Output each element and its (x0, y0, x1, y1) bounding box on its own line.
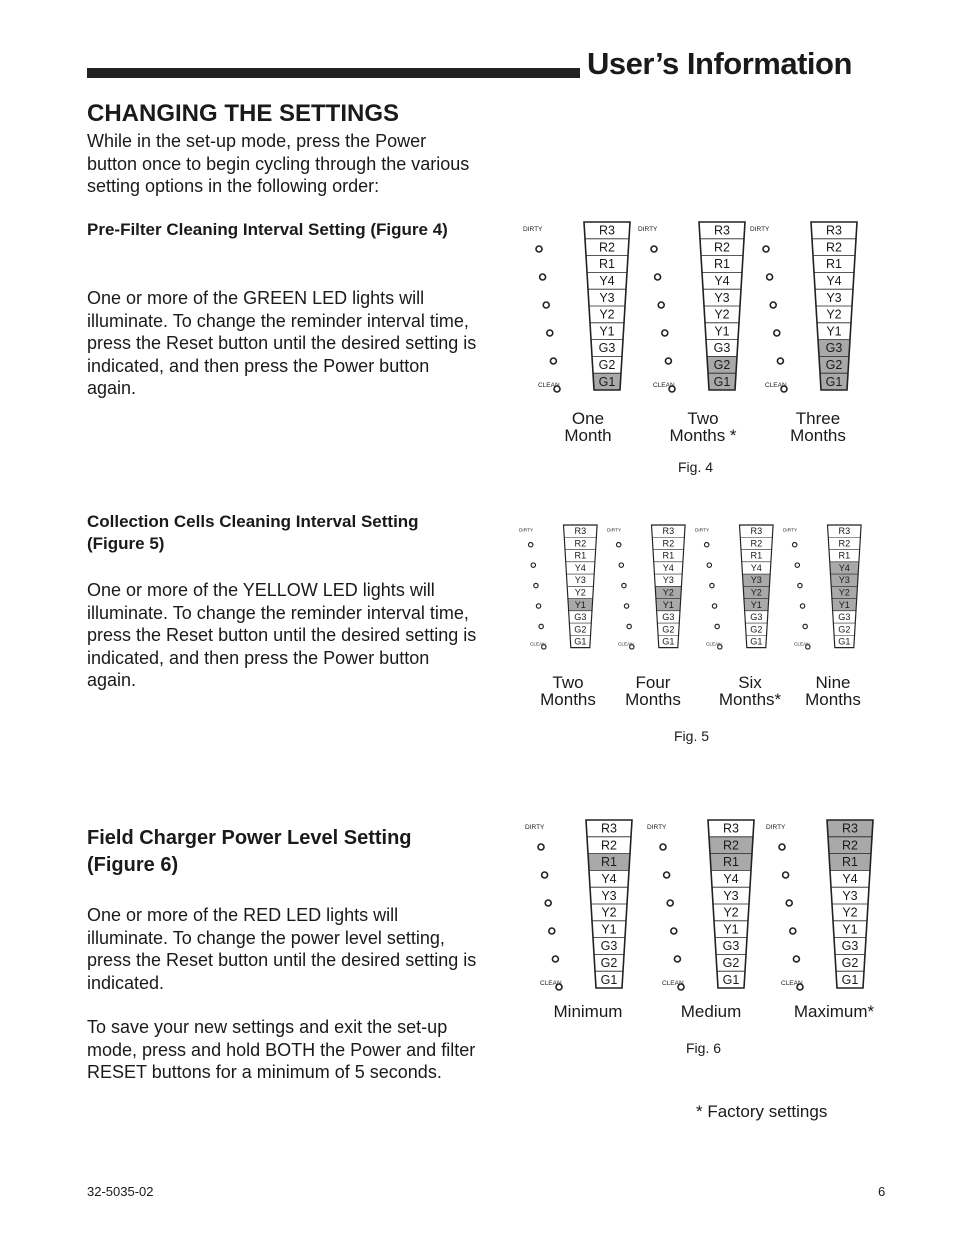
dirty-label: DIRTY (523, 226, 543, 233)
led-label-y3: Y3 (723, 888, 739, 903)
led-label-g3: G3 (662, 612, 675, 623)
clean-label: CLEAN (540, 980, 562, 987)
led-dot-icon (803, 624, 807, 628)
led-label-y3: Y3 (599, 290, 615, 305)
led-dot-icon (674, 956, 680, 962)
led-label-y1: Y1 (723, 922, 739, 937)
led-label-y2: Y2 (599, 307, 615, 322)
page-number: 6 (878, 1184, 886, 1199)
led-dot-icon (545, 900, 551, 906)
clean-label: CLEAN (765, 382, 787, 389)
led-label-r3: R3 (826, 223, 842, 238)
factory-settings-note: * Factory settings (696, 1102, 828, 1121)
led-label-g1: G1 (750, 636, 763, 647)
led-dot-icon (667, 900, 673, 906)
fig4-panel-1 (523, 222, 635, 394)
led-label-y1: Y1 (574, 599, 586, 610)
led-indicator-graphic (523, 222, 635, 394)
led-label-r2: R2 (826, 240, 842, 255)
led-label-g3: G3 (600, 939, 618, 954)
caption-line: Nine (815, 673, 851, 692)
led-label-g1: G1 (662, 636, 675, 647)
led-label-g2: G2 (600, 956, 618, 970)
led-label-y4: Y4 (750, 562, 762, 573)
fig5-panel-2 (607, 525, 689, 651)
led-dot-icon (540, 274, 546, 280)
led-label-g3: G3 (713, 341, 731, 356)
caption-line: Two (687, 409, 719, 428)
led-dot-icon (624, 604, 628, 608)
led-dot-icon (800, 604, 804, 608)
led-dot-icon (712, 604, 716, 608)
led-label-r3: R3 (842, 821, 858, 836)
led-dot-icon (763, 246, 769, 252)
led-label-r3: R3 (574, 526, 587, 537)
led-label-r3: R3 (723, 821, 739, 836)
led-dot-icon (542, 872, 548, 878)
led-label-r3: R3 (714, 223, 730, 238)
led-label-y2: Y2 (574, 587, 586, 598)
led-label-y1: Y1 (601, 922, 617, 937)
led-dot-icon (651, 246, 657, 252)
intro-paragraph: While in the set-up mode, press the Power button once to begin cycling through the various setting options in the following order: (87, 131, 470, 197)
fig6-panel-2 (647, 820, 759, 992)
led-label-y4: Y4 (714, 274, 730, 288)
led-dot-icon (534, 583, 538, 587)
led-label-y2: Y2 (601, 905, 617, 920)
led-dot-icon (538, 844, 544, 850)
led-dot-icon (707, 563, 711, 567)
led-label-y1: Y1 (714, 324, 730, 339)
led-label-y4: Y4 (601, 872, 617, 886)
led-label-y4: Y4 (662, 562, 674, 573)
dirty-label: DIRTY (695, 528, 710, 534)
clean-label: CLEAN (662, 980, 684, 987)
led-indicator-graphic (525, 820, 637, 992)
fig4-label: Fig. 4 (678, 459, 714, 475)
led-label-g1: G1 (841, 972, 859, 987)
led-dot-icon (531, 563, 535, 567)
led-indicator-graphic (766, 820, 878, 992)
fig5-caption-1 (533, 674, 603, 708)
led-label-g1: G1 (574, 636, 587, 647)
led-dot-icon (779, 844, 785, 850)
dirty-label: DIRTY (766, 824, 786, 831)
caption-line: One (571, 409, 605, 428)
led-dot-icon (795, 563, 799, 567)
led-label-g2: G2 (574, 624, 587, 635)
led-label-g1: G1 (713, 374, 731, 389)
caption-line: Six (738, 673, 762, 692)
led-label-y4: Y4 (838, 562, 850, 573)
led-label-r2: R2 (842, 838, 858, 853)
led-dot-icon (662, 330, 668, 336)
led-label-r1: R1 (842, 855, 858, 870)
led-label-g3: G3 (838, 612, 851, 623)
led-label-g1: G1 (825, 374, 843, 389)
led-dot-icon (549, 928, 555, 934)
led-label-y1: Y1 (599, 324, 615, 339)
led-label-y2: Y2 (838, 587, 850, 598)
led-dot-icon (783, 872, 789, 878)
led-label-y2: Y2 (750, 587, 762, 598)
led-indicator-graphic (695, 525, 777, 651)
led-label-y1: Y1 (826, 324, 842, 339)
led-dot-icon (550, 358, 556, 364)
led-label-y2: Y2 (842, 905, 858, 920)
led-label-y3: Y3 (838, 575, 850, 586)
fig6-panel-1 (525, 820, 637, 992)
led-indicator-graphic (519, 525, 601, 651)
clean-label: CLEAN (705, 642, 722, 648)
led-label-r3: R3 (662, 526, 675, 537)
section-title: CHANGING THE SETTINGS (87, 100, 400, 127)
fig5-label: Fig. 5 (674, 728, 710, 744)
prefilter-body: One or more of the GREEN LED lights will illuminate. To change the reminder interval time, press the Reset button until the desired setting is indicated, and then press the Power button again. (87, 288, 477, 399)
header-rule (87, 68, 580, 78)
led-label-r1: R1 (574, 550, 587, 561)
led-dot-icon (665, 358, 671, 364)
led-label-g2: G2 (722, 956, 740, 970)
led-label-r3: R3 (599, 223, 615, 238)
dirty-label: DIRTY (638, 226, 658, 233)
led-label-y4: Y4 (723, 872, 739, 886)
led-label-r1: R1 (662, 550, 675, 561)
caption-line: Minimum (553, 1002, 623, 1021)
led-label-g3: G3 (825, 341, 843, 356)
led-label-y4: Y4 (599, 274, 615, 288)
led-label-g1: G1 (600, 972, 618, 987)
led-label-r1: R1 (826, 257, 842, 272)
caption-line: Month (564, 426, 612, 445)
dirty-label: DIRTY (783, 528, 798, 534)
dirty-label: DIRTY (647, 824, 667, 831)
led-label-y3: Y3 (842, 888, 858, 903)
led-label-r3: R3 (601, 821, 617, 836)
clean-label: CLEAN (653, 382, 675, 389)
led-label-y2: Y2 (723, 905, 739, 920)
led-label-g3: G3 (841, 939, 859, 954)
led-dot-icon (536, 246, 542, 252)
led-label-g2: G2 (825, 358, 843, 372)
fig6-caption-1 (548, 1003, 628, 1020)
fig6-caption-2 (671, 1003, 751, 1020)
fig6-caption-3 (789, 1003, 879, 1020)
clean-label: CLEAN (529, 642, 546, 648)
led-label-g1: G1 (598, 374, 616, 389)
led-dot-icon (790, 928, 796, 934)
led-label-y1: Y1 (838, 599, 850, 610)
led-label-g2: G2 (841, 956, 859, 970)
clean-label: CLEAN (538, 382, 560, 389)
led-dot-icon (536, 604, 540, 608)
led-label-g2: G2 (838, 624, 851, 635)
led-label-y1: Y1 (662, 599, 674, 610)
led-label-r1: R1 (723, 855, 739, 870)
led-dot-icon (627, 624, 631, 628)
led-label-g2: G2 (598, 358, 616, 372)
led-dot-icon (798, 583, 802, 587)
caption-line: Two (552, 673, 584, 692)
dirty-label: DIRTY (607, 528, 622, 534)
caption-line: Months (540, 690, 596, 709)
led-indicator-graphic (750, 222, 862, 394)
led-dot-icon (767, 274, 773, 280)
led-dot-icon (786, 900, 792, 906)
fig6-label: Fig. 6 (686, 1040, 722, 1056)
led-label-r3: R3 (750, 526, 763, 537)
led-dot-icon (704, 543, 708, 547)
dirty-label: DIRTY (525, 824, 545, 831)
led-label-g2: G2 (750, 624, 763, 635)
caption-line: Months (625, 690, 681, 709)
caption-line: Maximum* (793, 1002, 875, 1021)
led-label-g2: G2 (662, 624, 675, 635)
led-label-r1: R1 (599, 257, 615, 272)
caption-line: Three (795, 409, 841, 428)
led-dot-icon (793, 956, 799, 962)
cells-body: One or more of the YELLOW LED lights will illuminate. To change the reminder interval time, press the Reset button until the desired setting is indicated, and then press the Power button again. (87, 580, 477, 691)
prefilter-heading: Pre-Filter Cleaning Interval Setting (Figure 4) (87, 220, 448, 239)
led-label-r2: R2 (714, 240, 730, 255)
fig5-panel-4 (783, 525, 865, 651)
led-label-r1: R1 (714, 257, 730, 272)
charger-heading: Field Charger Power Level Setting (Figure 6) (87, 827, 412, 876)
led-label-y3: Y3 (574, 575, 586, 586)
led-dot-icon (547, 330, 553, 336)
fig4-panel-2 (638, 222, 750, 394)
document-number: 32-5035-02 (87, 1184, 154, 1199)
fig5-caption-4 (798, 674, 868, 708)
cells-heading: Collection Cells Cleaning Interval Setting (Figure 5) (87, 512, 419, 553)
led-label-y4: Y4 (842, 872, 858, 886)
fig5-panel-3 (695, 525, 777, 651)
fig4-caption-1 (553, 410, 623, 444)
led-label-g2: G2 (713, 358, 731, 372)
led-label-y3: Y3 (662, 575, 674, 586)
fig5-caption-3 (710, 674, 790, 708)
led-label-g3: G3 (722, 939, 740, 954)
led-dot-icon (528, 543, 532, 547)
led-dot-icon (655, 274, 661, 280)
led-label-r2: R2 (723, 838, 739, 853)
page-header-title: User’s Information (587, 46, 852, 81)
save-instructions: To save your new settings and exit the set-up mode, press and hold BOTH the Power and filter RESET buttons for a minimum of 5 seconds. (87, 1017, 476, 1083)
led-dot-icon (658, 302, 664, 308)
led-dot-icon (622, 583, 626, 587)
led-dot-icon (671, 928, 677, 934)
led-label-y2: Y2 (662, 587, 674, 598)
led-label-g3: G3 (750, 612, 763, 623)
led-indicator-graphic (638, 222, 750, 394)
led-label-r1: R1 (601, 855, 617, 870)
led-label-y4: Y4 (826, 274, 842, 288)
fig4-caption-3 (783, 410, 853, 444)
led-indicator-graphic (647, 820, 759, 992)
led-label-r2: R2 (662, 538, 675, 549)
fig5-panel-1 (519, 525, 601, 651)
led-label-r3: R3 (838, 526, 851, 537)
led-indicator-graphic (607, 525, 689, 651)
led-label-g3: G3 (574, 612, 587, 623)
dirty-label: DIRTY (750, 226, 770, 233)
led-label-y2: Y2 (714, 307, 730, 322)
fig5-caption-2 (618, 674, 688, 708)
led-label-y3: Y3 (826, 290, 842, 305)
led-label-y3: Y3 (750, 575, 762, 586)
led-dot-icon (616, 543, 620, 547)
led-dot-icon (710, 583, 714, 587)
led-dot-icon (539, 624, 543, 628)
fig6-panel-3 (766, 820, 878, 992)
charger-body: One or more of the RED LED lights will illuminate. To change the power level setting, press the Reset button until the desired setting is indicated. (87, 905, 477, 993)
led-label-y2: Y2 (826, 307, 842, 322)
clean-label: CLEAN (617, 642, 634, 648)
led-dot-icon (774, 330, 780, 336)
led-label-g1: G1 (838, 636, 851, 647)
led-dot-icon (770, 302, 776, 308)
led-label-g1: G1 (722, 972, 740, 987)
led-dot-icon (552, 956, 558, 962)
led-label-y3: Y3 (714, 290, 730, 305)
led-indicator-graphic (783, 525, 865, 651)
led-dot-icon (792, 543, 796, 547)
led-label-y1: Y1 (842, 922, 858, 937)
led-dot-icon (777, 358, 783, 364)
led-label-r2: R2 (838, 538, 851, 549)
led-label-y1: Y1 (750, 599, 762, 610)
led-label-r1: R1 (838, 550, 851, 561)
led-dot-icon (619, 563, 623, 567)
dirty-label: DIRTY (519, 528, 534, 534)
caption-line: Months* (718, 690, 782, 709)
led-label-r2: R2 (599, 240, 615, 255)
led-label-g3: G3 (598, 341, 616, 356)
clean-label: CLEAN (781, 980, 803, 987)
led-dot-icon (664, 872, 670, 878)
led-label-r2: R2 (574, 538, 587, 549)
caption-line: Months (805, 690, 861, 709)
led-dot-icon (660, 844, 666, 850)
clean-label: CLEAN (793, 642, 810, 648)
led-label-r2: R2 (750, 538, 763, 549)
led-dot-icon (543, 302, 549, 308)
caption-line: Months (790, 426, 846, 445)
led-label-r2: R2 (601, 838, 617, 853)
led-label-r1: R1 (750, 550, 763, 561)
caption-line: Four (635, 673, 671, 692)
led-label-y3: Y3 (601, 888, 617, 903)
led-dot-icon (715, 624, 719, 628)
fig4-panel-3 (750, 222, 862, 394)
caption-line: Months * (669, 426, 737, 445)
led-label-y4: Y4 (574, 562, 586, 573)
fig4-caption-2 (663, 410, 743, 444)
caption-line: Medium (680, 1002, 742, 1021)
